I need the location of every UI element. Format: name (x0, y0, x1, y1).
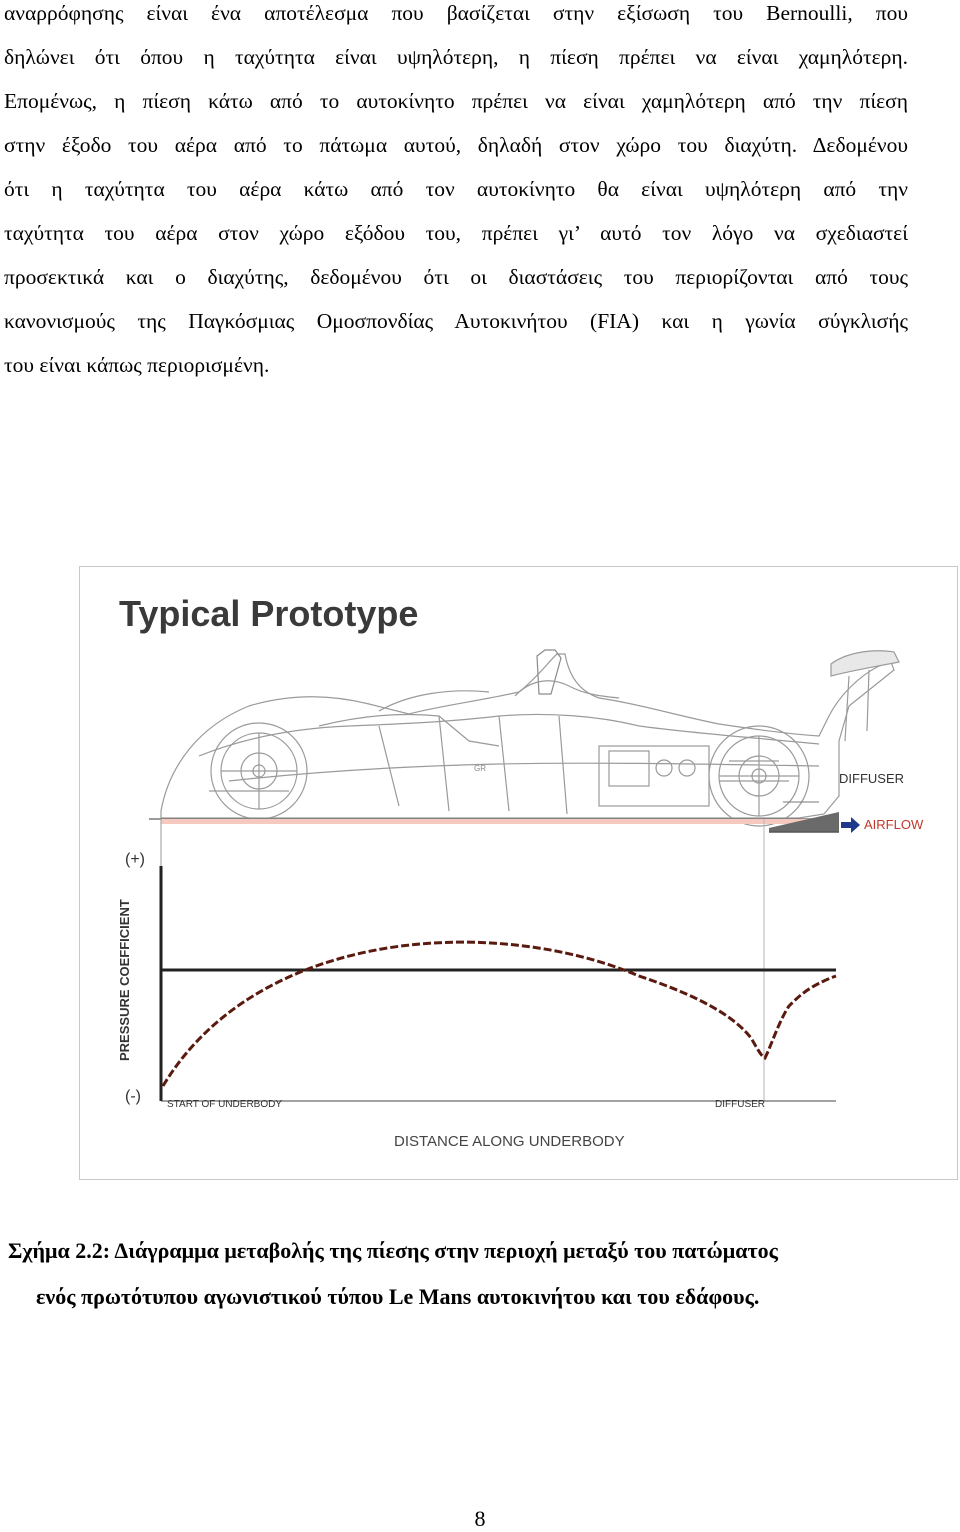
figure-underbody-pressure (79, 566, 958, 1180)
text-line: προσεκτικά και ο διαχύτης, δεδομένου ότι οι διαστάσεις του περιορίζονται από τους (4, 265, 908, 289)
figure-frame (80, 567, 958, 1180)
text-line: αναρρόφησης είναι ένα αποτέλεσμα που βασίζεται στην εξίσωση του Bernoulli, που (4, 1, 908, 25)
page-number: 8 (474, 1506, 486, 1531)
y-axis-label: PRESSURE COEFFICIENT (117, 899, 132, 1061)
text-line: ταχύτητα του αέρα στον χώρο εξόδου του, πρέπει γι’ αυτό τον λόγο να σχεδιαστεί (4, 221, 908, 245)
y-minus-label: (-) (125, 1088, 141, 1105)
text-line: δηλώνει ότι όπου η ταχύτητα είναι υψηλότερη, η πίεση πρέπει να είναι χαμηλότερη. (4, 45, 908, 69)
x-axis-label: DISTANCE ALONG UNDERBODY (394, 1133, 625, 1150)
text-line: του είναι κάπως περιορισμένη. (4, 353, 270, 377)
figure-title: Typical Prototype (119, 593, 419, 634)
figure-caption-line-1: Σχήμα 2.2: Διάγραμμα μεταβολής της πίεσης στην περιοχή μεταξύ του πατώματος (8, 1238, 778, 1263)
end-diffuser-label: DIFFUSER (715, 1099, 765, 1110)
figure-image (79, 566, 958, 1180)
airflow-label: AIRFLOW (864, 817, 924, 832)
text-line: ότι η ταχύτητα του αέρα κάτω από τον αυτοκίνητο θα είναι υψηλότερη από την (4, 177, 908, 201)
text-line: κανονισμούς της Παγκόσμιας Ομοσπονδίας Αυτοκινήτου (FIA) και η γωνία σύγκλισής (4, 309, 908, 333)
start-underbody-label: START OF UNDERBODY (167, 1099, 283, 1110)
y-plus-label: (+) (125, 851, 145, 868)
diffuser-label: DIFFUSER (839, 771, 904, 786)
text-line: Επομένως, η πίεση κάτω από το αυτοκίνητο πρέπει να είναι χαμηλότερη από την πίεση (4, 89, 908, 113)
car-mark: GR (474, 764, 486, 773)
figure-caption-line-2: ενός πρωτότυπου αγωνιστικού τύπου Le Mans αυτοκινήτου και του εδάφους. (36, 1284, 760, 1309)
text-line: στην έξοδο του αέρα από το πάτωμα αυτού, δηλαδή στον χώρο του διαχύτη. Δεδομένου (4, 133, 908, 157)
